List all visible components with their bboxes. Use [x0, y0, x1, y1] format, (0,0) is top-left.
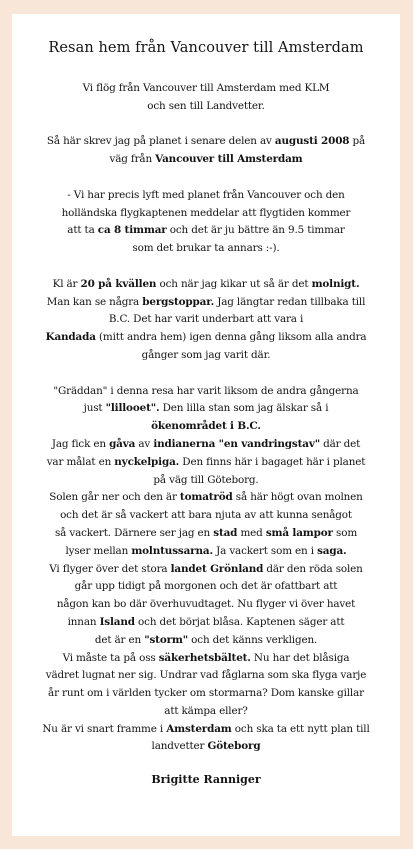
text-line: det är en "storm" och det känns verkligen. [94, 633, 318, 646]
text-line: - Vi har precis lyft med planet från Vancouver och den [67, 188, 345, 201]
text-line: ökenområdet i B.C. [151, 420, 261, 433]
text-line: just "lillooet". Den lilla stan som jag älskar så i [83, 402, 329, 415]
text-line: Så här skrev jag på planet i senare delen av augusti 2008 på [46, 135, 366, 148]
text-line: gånger som jag varit där. [141, 348, 271, 361]
text-line: Man kan se några bergstoppar. Jag längtar redan tillbaka till [46, 295, 366, 308]
text-line: Kandada (mitt andra hem) igen denna gång liksom alla andra [45, 331, 367, 344]
text-line: som det brukar ta annars :-). [132, 242, 280, 255]
text-line: att kämpa eller? [164, 704, 248, 717]
text-line: går upp tidigt på morgonen och det är ofattbart att [74, 580, 338, 593]
text-line: vädret lugnat ner sig. Undrar vad fåglarna som ska flyga varje [45, 669, 367, 682]
text-line: B.C. Det har varit underbart att vara i [108, 313, 304, 326]
text-line: på väg till Göteborg. [153, 473, 259, 486]
page-title: Resan hem från Vancouver till Amsterdam [48, 40, 364, 56]
text-line: Solen går ner och den är tomatröd så här högt ovan molnen [49, 491, 363, 504]
text-line: "Gräddan" i denna resa har varit liksom de andra gångerna [53, 384, 359, 397]
text-line: så vackert. Därnere ser jag en stad med små lampor som [54, 526, 358, 539]
text-line: Jag fick en gåva av indianerna "en vandringstav" där det [51, 437, 361, 450]
text-line: var målat en nyckelpiga. Den finns här i bagaget här i planet [46, 455, 366, 468]
text-line: Vi måste ta på oss säkerhetsbältet. Nu har det blåsiga [62, 651, 350, 664]
text-line: Vi flyger över det stora landet Grönland där den röda solen [49, 562, 363, 575]
story-card [12, 14, 400, 836]
text-line: lyser mellan molntussarna. Ja vackert som en i saga. [65, 544, 347, 557]
text-line: holländska flygkaptenen meddelar att flygtiden kommer [61, 206, 351, 219]
text-line: Nu är vi snart framme i Amsterdam och ska ta ett nytt plan till [42, 722, 370, 735]
text-line: år runt om i världen tycker om stormarna? Dom kanske gillar [48, 687, 364, 700]
text-line: Vi flög från Vancouver till Amsterdam med KLM [82, 82, 330, 94]
signature: Brigitte Ranniger [151, 773, 261, 787]
text-line: och sen till Landvetter. [147, 99, 265, 112]
text-line: att ta ca 8 timmar och det är ju bättre än 9.5 timmar [67, 224, 345, 237]
story-body [16, 80, 396, 756]
text-line: landvetter Göteborg [151, 740, 261, 753]
text-line: väg från Vancouver till Amsterdam [109, 153, 303, 166]
text-line: någon kan bo där överhuvudtaget. Nu flyger vi över havet [56, 598, 356, 611]
text-line: och det är så vackert att bara njuta av att kunna senågot [60, 509, 352, 522]
text-line: innan Island och det börjat blåsa. Kaptenen säger att [67, 615, 345, 628]
text-line: Kl är 20 på kvällen och när jag kikar ut så är det molnigt. [52, 277, 360, 290]
